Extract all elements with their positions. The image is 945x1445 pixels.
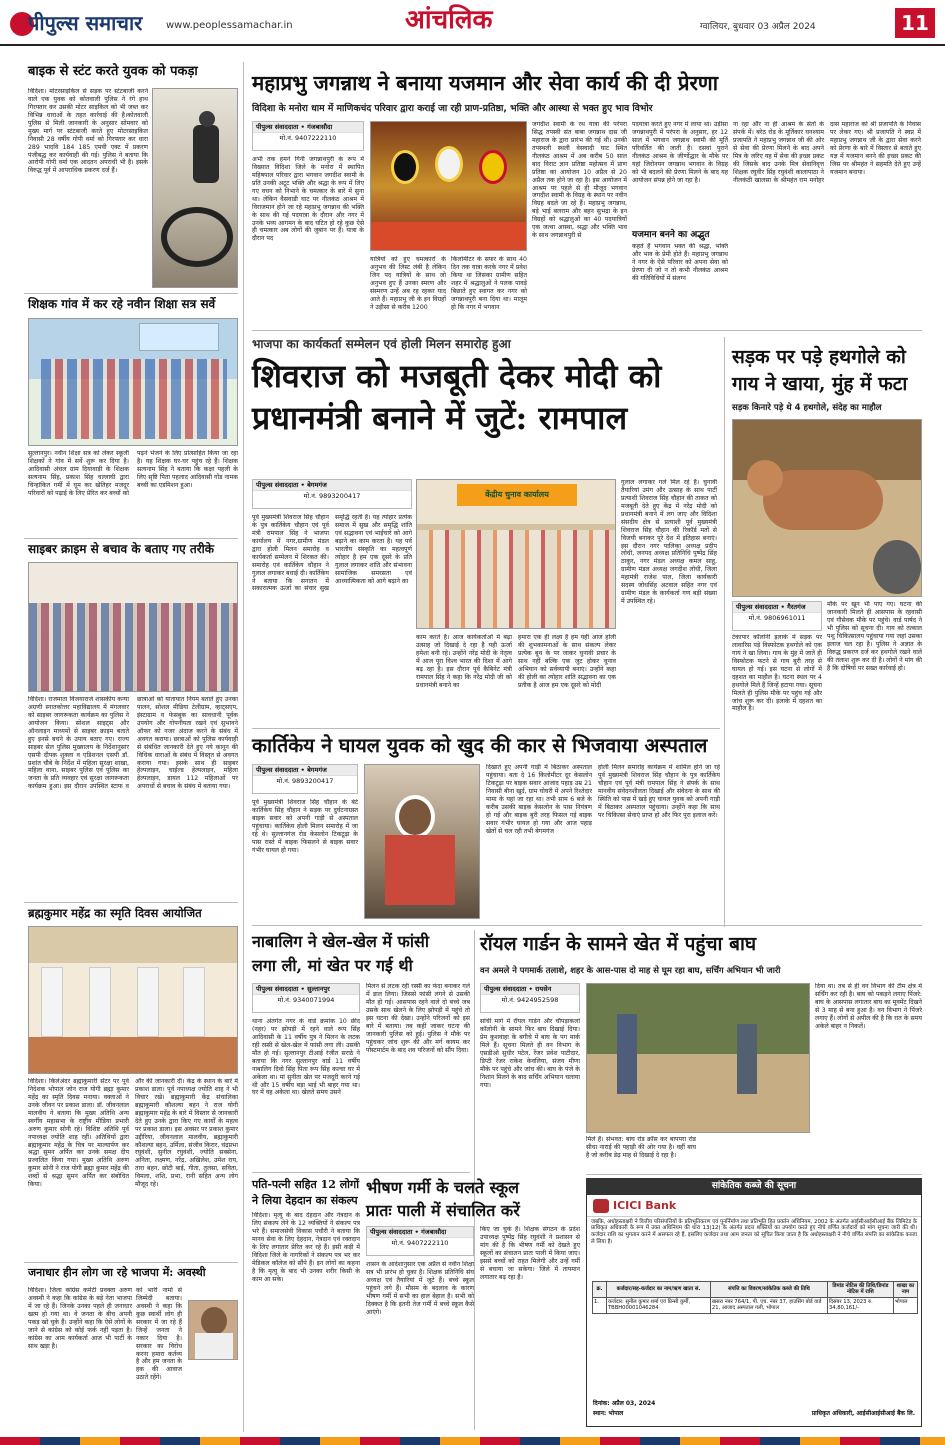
masthead-logo[interactable] (10, 10, 160, 38)
janadhar-body: विदिशा। जिला कांग्रेस कमेटी प्रवक्ता अरुण अवस्थी ने कहा कि कांग्रेस के बड़े नेता भाजपा में जा रहे हैं। जिनके उनका पहले ही जनाधार खत्म हो गया था। वे जनता के बीच अपनी पकड़ खो चुके हैं। उन्होंने कहा कि ऐसे लोगों के जाने से कांग्रेस को कोई फर्क नहीं पड़ता है। कांग्रेस का आम कार्यकर्ता आज भी पार्टी के साथ खड़ा है। (28, 1287, 132, 1350)
icici-logo-icon (593, 1199, 609, 1213)
tiger-divider (586, 1174, 922, 1175)
shivraj-divider (252, 728, 720, 729)
brahma-divider (24, 1262, 238, 1263)
kartikeya-col2: दिखाते हुए अपनी गाड़ी में बिठाकर अस्पताल पहुंचाया। बता दे 16 किलोमीटर दूर केसलोन टिकटूढ़ा पर बाइक सवार आजाद पहाड़ उम्र 21 निवासी बीना खुर्द, ग्राम घोघरी में अपने रिश्तेदार मामा के यहां जा रहा था। तभी साम 6 बजे के करीब उसकी बाइक केसलोन के पास नियंत्रण हो गई और बाइक बुरी तरह फिसल गई बाइक सवार गंभीर घायल हो गया और आज पहाड़ खेतों से चल रही तभी बेगमगंज (486, 764, 592, 835)
nabalig-headline-1: नाबालिग ने खेल-खेल में फांसी (252, 932, 429, 951)
jagannath-col3: किलोमीटर के सफर के साथ 40 दिन तक यात्रा करके नगर में प्रवेश किया था जिसका ग्रामीण सहित शहर में श्रद्धालुओं ने पलक पावड़े बिछाते हुए स्वागत कर नगर को जगन्नाथपुरी बना दिया था। मालूम हो कि नगर में भगवान (451, 256, 527, 311)
notice-date: दिनांक: अप्रैल 03, 2024 (593, 1400, 656, 1408)
kartikeya-headline: कार्तिकेय ने घायल युवक को खुद की कार से भिजवाया अस्पताल (252, 734, 708, 757)
kartikeya-col3: होली मिलन समारोह कार्यक्रम में शामिल होने जा रहे पूर्व मुख्यमंत्री शिवराज सिंह चौहान के पुत्र कार्तिकेय चौहान एवं पूर्व मंत्री रामपाल सिंह ने संपर्क के साथ मानवीय संवेदनशीलता दिखाई और संवेदना के साथ की स्थिति को पास में खड़े हुए घायल युवक को अपनी गाड़ी में बिठाकर अस्पताल पहुंचाया। उन्होंने कहा कि साथ पर चिकित्सा सेवाएं प्राप्त हो और फिर पूरा इलाज करें। (598, 764, 720, 819)
nabalig-phone: मो.नं. 9340071994 (277, 996, 335, 1005)
kartikeya-byline-box: पीपुल्स संवाददाता • बेगमगंज मो.नं. 9893200417 (252, 764, 358, 794)
dateline: ग्वालियर, बुधवार 03 अप्रैल 2024 (700, 22, 816, 32)
jagannath-place: गंजबासौदा (307, 123, 333, 131)
jagannath-col5a: पदयात्रा करते हुए नगर में लाया था। उड़ीसा जगन्नाथपुरी में परंपरा के अनुसार, हर 12 साल में भगवान जगन्नाथ स्वामी की मूर्ति परिवर्तित की जाती है। दसवां पुराने नीलकंठ आश्रम के जीर्णोद्धार के मौके पर यहां जिरोनयन जगन्नाथ भगवान के विग्रह को भी बदलने की प्रेरणा मिलने के बाद यह आयोजन संपन्न होने जा रहा है। (632, 121, 728, 184)
bike-photo (152, 88, 238, 288)
kartikeya-divider (252, 925, 922, 926)
shivraj-photo (416, 479, 616, 629)
cyber-body: विदिशा। राजमाता विजयाराजे शासकीय कन्या अग्रणी स्नातकोत्तर महाविद्यालय में मंगलवार को साइबर जागरूकता कार्यक्रम का पुलिस ने आयोजन किया। सोशल साइट्स और ऑनलाइन माध्यमों से साइबर क्राइम बताते हुए इनसे बचने के उपाय बताए गए। राज्य साइबर सेल पुलिस मुख्यालय के निर्देशानुसार एसपी दीपक शुक्ला व एडिशनल एसपी डॉ. प्रशांत चौबे के निर्देश में महिला सुरक्षा शाखा, महिला थाना, साइबर पुलिस एवं पुलिस का जनता के प्रति व्यवहार एवं सुरक्षा जागरूकता कार्यक्रम हुआ। इस दौरान उपस्थित स्टाफ व छात्राओं को यातायात नियम बताते हुए उनका पालन, सोशल मीडिया टेलीग्राम, व्हाट्सएप, इंस्टाग्राम व फेसबुक का सावधानी पूर्वक उपयोग और गोपनीयता रखने एवं सुभावने ऑफर को नजर अंदाज करने के संबंध में अवगत कराया। छात्राओं को पुलिस कार्यवाही से संबंधित जानकारी देते हुए नये कानून की विधिक धाराओं के संबंध में विस्तृत से अवगत कराया गया। इसके साथ ही साइबर हेल्पलाइन, चाईल्ड हेल्पलाइन, महिला हेल्पलाइन, डायल 112 महिलाओं पर अपराधों से बचाव के संबंध में बताया गया। (28, 696, 238, 791)
cyber-divider (24, 902, 238, 903)
tiger-byline-box: पीपुल्स संवाददाता • रायसेन मो.नं. 9424952598 (480, 983, 580, 1013)
gas-byline: पीपुल्स संवाददाता (370, 1228, 413, 1236)
notice-table-header: क्र. कर्जदार/सह-कर्जदार का नाम/ऋण खाता सं. संपत्ति का विवरण/सांकेतिक कब्जे की तिथि डिमांड नोटिस की तिथि/डिमांड नोटिस में राशि शाखा का नाम (593, 1281, 918, 1297)
janadhar-body-2: को भारी नामों से जिम्मेदी बताया। अवस्थी ने कहा कि कुछ स्वार्थी लोग ही सरकार में जा रहे हैं जिन्हें जनता ने नकार दिया है। सरकार का विरोध करना हमारा कर्तव्य है और हम जनता के हक की आवाज उठाते रहेंगे। (136, 1287, 182, 1382)
notice-text: जबकि, अधोहस्ताक्षरी ने वित्तीय परिसंपत्तियों के प्रतिभूतिकरण एवं पुनर्निर्माण तथा प्रतिभूति हित प्रवर्तन अधिनियम, 2002 के अंतर्गत आईसीआईसीआई बैंक लिमिटेड के प्राधिकृत अधिकारी के रूप में उक्त अधिनियम की धारा 13(12) के अंतर्गत प्रदत्त शक्तियों का उपयोग करते हुए नीचे वर्णित कर्जदारों को मांग सूचना जारी की थी। कर्जदार राशि का भुगतान करने में असफल रहे हैं, इसलिए कर्जदार तथा आम जनता को सूचित किया जाता है कि अधोहस्ताक्षरी ने नीचे वर्णित संपत्ति का सांकेतिक कब्जा ले लिया है। (591, 1218, 917, 1246)
brahma-body-2: और की जानकारी दी। केंद्र के स्थान के बारे में प्रकाश डाला। पूर्व नपाध्यक्ष ज्योति शाह ने भी विचार रखे। ब्रह्माकुमारी केंद्र संचालिका ब्रह्माकुमारी कौशल्या बहन ने राज योगी ब्रह्माकुमार महेंद्र के बारे में विस्तार से जानकारी देते हुए उनके द्वारा किए गए कार्यों के महत्व पर प्रकाश डाला। इस अवसर पर प्रकाश कुमार उद्दीरिया, जीवनलाल मालवीय, ब्रह्माकुमारी कौशल्या बहन, उर्मिला, संजीव किरार, चंद्रप्रभा रघुवंशी, सुनील रघुवंशी, ज्योति सक्सेना, अनिता, लक्ष्मण, नरेंद्र, अखिलेश, उमेश राय, तारा बहन, छोटी बाई, गीता, तुलसा, सविता, विमला, शशि, प्रभा, रानी सहित अन्य लोग मौजूद रहे। (135, 1078, 238, 1189)
tiger-subhead: वन अमले ने पगमार्क तलाशे, शहर के आस-पास दो माह से घूम रहा बाघ, सर्चिंग अभियान भी जारी (480, 965, 781, 975)
nabalig-divider (252, 1172, 470, 1173)
logo-text: पीपुल्स समाचार (28, 11, 143, 35)
shivraj-headline-2: प्रधानमंत्री बनाने में जुटें: रामपाल (252, 399, 628, 437)
jagannath-divider (252, 330, 922, 331)
footer-strip (0, 1437, 945, 1445)
notice-table (592, 1281, 918, 1315)
tiger-headline: रॉयल गार्डन के सामने खेत में पहुंचा बाघ (480, 933, 757, 955)
left-column-rule (243, 62, 244, 1432)
cow-subhead: सड़क किनारे पड़े थे 4 हथगोले, संदेह का माहौल (732, 403, 882, 413)
cow-col1: टेकापार कॉलोनी इलाके में सड़क पर लावारिस पड़े विस्फोटक हथगोले को एक गाय ने खा लिया। गाय के मुंह में जाते ही विस्फोटक फटने से गाय बुरी तरह से घायल हो गई। इस घटना से लोगों में दहशत का माहौल है। घटना स्थल पर 4 हथगोले मिले हैं जिन्हें हटाया गया। सूचना मिलते ही पुलिस मौके पर पहुंच गई और जांच शुरू कर दी। इलाके में दहशत का माहौल है। (732, 634, 822, 713)
shivraj-byline-box: पीपुल्स संवाददाता • बेगमगंज मो.नं. 9893200417 (252, 479, 412, 509)
cow-headline-2: गाय ने खाया, मुंह में फटा (732, 373, 908, 395)
icici-notice (586, 1178, 922, 1427)
jagannath-col1: अभी तक हमने गिनी जगन्नाथपुरी के रूप में विख्यात विदिशा जिले के मनोरा में स्थापित महिषपाल परिवार द्वारा भगवान जगदीश स्वामी के प्रति उनकी अटूट भक्ति और श्रद्धा के रूप में लिए गए वचन को निभाने के चमत्कार के बारे में सुना था। लेकिन वैसवाडी घाट पर नीलकंठ आश्रम में विराजमान होने जा रहे महाप्रभु जगन्नाथ की भक्ति के साथ की गई पदयात्रा के दौरान और नगर में उनके भव्य आगमन के बाद घटित हो रहे कुछ ऐसे ही चमत्कार अब लोगों की जुबान पर हैं। यात्रा के दौरान पद (252, 156, 364, 243)
jagannath-headline: महाप्रभु जगन्नाथ ने बनाया यजमान और सेवा कार्य की दी प्रेरणा (252, 71, 719, 95)
jagannath-phone: मो.नं. 9407222110 (279, 134, 337, 143)
school-photo (28, 318, 238, 446)
shivraj-kicker: भाजपा का कार्यकर्ता सम्मेलन एवं होली मिलन समारोह हुआ (252, 337, 511, 351)
gas-col1: शासन के आदेशानुसार एक अप्रैल से नवीन शिक्षा सत्र भी प्रारंभ हो चुका है। शिक्षक प्रतिनिधि संघ अध्यक्ष एवं तैयारियां में जुटे हैं। बच्चे स्कूल पहुंचने लगे हैं। मौसम के बदलाव के कारण भीषण गर्मी में सभी का हाल बेहाल है। सभी को दिक्कत है कि इतनी तेज गर्मी में बच्चे स्कूल कैसे आएंगे। (366, 1261, 474, 1316)
website[interactable]: www.peoplessamachar.in (166, 20, 293, 31)
jagannath-col4: जगदीश स्वामी के रथ यात्रा की परंपरा सिद्ध तपस्वी संत बाबा जगन्नाथ दास जी महाराज के द्वारा प्रारंभ की गई थी। उनकी तपस्थली स्थली वेसवादी घाट स्थित नीलकंठ आश्रम में अब करीब 50 साल बाद विराट ज्ञान प्रतिष्ठा महोत्सव में प्राण प्रतिष्ठा का आयोजन 10 अप्रैल से 20 अप्रैल तक होने जा रहा है। इस आयोजन में आश्रम पर पहले से ही मौजूद भगवान जगदीश स्वामी के विग्रह के स्थान पर नवीन विग्रह बदले जा रहे हैं। महाप्रभु जगन्नाथ, बड़े भाई बलराम और बहन सुभद्रा के इन विग्रहों को श्रद्धालुओं का 40 पदयात्रियों एक जत्था आस्था, श्रद्धा और भक्ति भाव के साथ जगन्नाथपुरी से (532, 121, 627, 240)
kartikeya-place: बेगमगंज (307, 766, 327, 774)
brahma-body: विदिशा। किलेअंदर ब्रह्माकुमारी सेंटर पर पूर्व निदेशक भोपाल जोन राज योगी ब्रह्मा कुमार महेंद्र का स्मृति दिवस मनाया। वक्ताओं ने उनके जीवन पर प्रकाश डाला। डॉ. जीवनलाल मालवीय ने बताया कि मुख्य अतिथि अन्य स्वर्गीय महासभा के राष्ट्रीय मीडिया प्रभारी अरुण कुमार सोनी रहे। विशिष्ट अतिथि पूर्व नपाध्यक्ष ज्योति शाह रहीं। अतिथियों द्वारा ब्रह्माकुमार महेंद्र के चित्र पर माल्यार्पण कर श्रद्धा सुमन अर्पित कर उनके समक्ष दीप प्रज्वलित किया गया। मुख्य अतिथि अरुण कुमार सोनी ने राज योगी ब्रह्मा कुमार महेंद्र की शब्दों से श्रद्धा सुमन अर्पित कर संबोधित किया। (28, 1078, 129, 1189)
jagannath-col6: ना रहा और ना ही आश्रम के संतों के संपर्क में। बरेठ रोड के मूर्तिकार घनश्याम प्रजापति ने महाप्रभु जगन्नाथ जी की ओर से सेवा की प्रेरणा मिलने के बाद अपने मित्र के जरिए यह में सेवा की इच्छा प्रकट की जिसके बाद उनके मित्र सेवानिवृत्त शिक्षक रघुवीर सिंह रघुवंशी कालापाठा ने नीलकंठी खालसा के श्रीमहंत राम मनोहर दास महाराज को श्री प्रजापति के निवास पर लेकर गए। श्री प्रजापति ने स्वप्न में महाप्रभु जगन्नाथ जी के द्वारा सेवा करने को प्रेरणा के बारे में विस्तार से बताते हुए यज्ञ में यजमान बनने की इच्छा प्रकट की जिस पर श्रीमहंत ने सहमति देते हुए उन्हें यजमान बनाया। (733, 121, 921, 184)
nabalig-col1: थाना अंतर्गत नगर के वार्ड क्रमांक 10 छींद (नहर) पर झोपड़ी में रहने वाले रूप सिंह आदिवासी के 11 वर्षीय पुत्र ने मिलन के लटक रही रस्सी से खेल-खेल में फांसी लगा ली। उसकी मौत हो गई। सुल्तानपुर टीआई रंजीत सराठे ने बताया कि नगर सुल्तानपुर वार्ड 11 वर्षीय नाबालिग दिवो सिंह पिता रूप सिंह कल्चा घर में अकेला था। मां सुनीता खेत पर मजदूरी करने गई थी और 15 वर्षीय बड़ा भाई भी बाहर गया था। घर में वह अकेला था। खेलते समय उसने (252, 1018, 360, 1097)
school-divider (24, 538, 238, 539)
shivraj-col1: पूर्व मुख्यमंत्री शिवराज सिंह चौहान के पुत्र कार्तिकेय चौहान एवं पूर्व मंत्री रामपाल सिंह ने भाजपा कार्यालय में नगर,ग्रामीण मंडल द्वारा होली मिलन समारोह व कार्यकर्ता सम्मेलन में शिरकत की। समारोह एवं कार्तिकेय चौहान ने गुलाल लगाकर बधाई दी। कार्तिकेय ने बताया कि सनातन में सकारात्मक ऊर्जा का संचार सुख समृद्धि रहती है। यह त्योहार प्रत्येक समाज में सुख और समृद्धि शांति एवं सद्भावना एवं भाईचारे को आगे बढ़ाने का काम करता है। यह पर्व भारतीय संस्कृति का महत्वपूर्ण त्योहार है हम एक दूसरे के प्रति गुलाल लगाकर शांति और संभावना सामाजिक समरसता एवं आध्यात्मिकता को आगे बढ़ाने का (252, 514, 412, 593)
notice-table-row: 1. कर्जदार: सुनील कुमार शर्मा एवं प्रिन्सी कुर्मी, TBBH00001046284 खसरा नंबर 764/1, पी. एच. नंबर 37, हाउसिंग बोर्ड वार्ड 21, आजाद अस्पताल गली, भोपाल दिसंबर 13, 2023 रु. 34,80,161/- भोपाल (593, 1297, 918, 1313)
janadhar-photo (188, 1300, 238, 1360)
school-body: सुल्तानपुर। नवीन शिक्षा सत्र को लेकर स्कूली शिक्षकों ने गांव में सर्वे शुरू कर दिया है। आदिवासी अंचल ग्राम दियावाड़ी के शिक्षक सत्यनाम सिंह, प्रकाश सिंह चल्लाघी द्वारा चिन्हांकित गर्मी में घूम कर खेतिहर मजदूर परिवारों को पढ़ाई के लिए प्रेरित कर बच्चों को पढ़ने भेजने के लिए प्रोत्साहित किया जा रहा है। यह शिक्षक घर-घर पहुंच रहे हैं। शिक्षक सत्यनाम सिंह ने बताया कि कक्षा पहली के लिए सृष्टि पिता पहलाद आदिवासी गोंड नामक बच्ची का एडमिशन हुआ। (28, 450, 238, 497)
shivraj-col4a: गुलाल लगाकर गले मिल रहे हैं। चुनावी तैयारियां उमंग और उत्साह के साथ पार्टी प्रत्याशी शिवराज सिंह चौहान की ताकत को मजबूती देते हुए केंद्र में नरेंद्र मोदी को प्रधानमंत्री बनाने में लग जाए और विदिशा संसदीय क्षेत्र से प्रत्याशी पूर्व मुख्यमंत्री शिवराज सिंह चौहान की रिकॉर्ड मतों से विजयी बनाकर पूरे देश में इतिहास बनाएं। इस दौरान नगर पालिका अध्यक्ष प्रदीप लोधी, जनपद अध्यक्ष प्रतिनिधि पुष्पेंद्र सिंह ठाकुर, नगर मंडल अध्यक्ष कमल साहू, ग्रामीण मंडल अध्यक्ष जगदीश लोधी, जिला महामंत्री राजेश पाल, जिला कार्यकारी सदस्य जोधसिंह अटवाल सहित नगर एवं ग्रामीण मंडल के कार्यकर्ता गण बड़ी संख्या में उपस्थित रहे। (621, 479, 717, 606)
center-right-rule (724, 337, 725, 927)
tiger-photo (586, 983, 810, 1133)
nabalig-place: सुल्तानपुर (307, 985, 330, 993)
tiger-byline: पीपुल्स संवाददाता (484, 985, 527, 993)
shivraj-banner: केंद्रीय चुनाव कार्यालय (457, 484, 577, 506)
kartikeya-col1: पूर्व मुख्यमंत्री शिवराज सिंह चौहान के बेटे कार्तिकेय सिंह चौहान ने सड़क पर दुर्घटनाग्रस्त बाइक सवार को अपनी गाड़ी से अस्पताल पहुंचाया। कार्तिकेय होली मिलन समारोह में जा रहे थे। सुल्तानगंज रोड केसलोन टिकटूढ़ा के पास रास्ते में बाइक फिसलने से बाइक सवार गंभीर घायल हो गया। (252, 799, 358, 854)
kartikeya-photo (364, 764, 480, 919)
gas-col2: किए जा चुके हैं। शिक्षक संगठन के प्रदेश उपाध्यक्ष पुष्पेंद्र सिंह रघुवंशी ने प्रशासन से मांग की है कि भीषण गर्मी को देखते हुए स्कूलों का संचालन प्रातः पाली में किया जाए। इससे बच्चों को राहत मिलेगी और उन्हें गर्मी से बचाया जा सकेगा। जिले में तापमान लगातार बढ़ रहा है। (480, 1226, 580, 1281)
jagannath-col5b: कहते हैं भगवान भक्त की श्रद्धा, भक्ति और भाव के प्रेमी होते हैं। महाप्रभु जगन्नाथ ने नगर के ऐसे परिवार को अपना सेवा को प्रेरणा दी जो न तो कभी नीलकंठ आश्रम की गतिविधियों में संलग्न (632, 243, 728, 282)
tiger-phone: मो.नं. 9424952598 (501, 996, 559, 1005)
jagannath-col2: यात्रियों को हुए चमत्कारों के अनुभव की लिस्ट लंबी है लेकिन जिन पद यात्रियों के साथ जो अनुभव हुए हैं उनका स्मरण और संस्मरण उन्हें अब रह रहकर याद आते हैं। महाप्रभु जी के इन विग्रहों ने उड़ीसा से करीब 1200 (370, 256, 446, 311)
tiger-col2: मिले हैं। संभवत: बाघ रोड क्रॉस कर बापपरा रोड सीधा नाराई की पहाड़ी की ओर गया है। वहीं बाघ है जो करीब डेढ़ माह से दिखाई दे रहा है। (586, 1136, 696, 1159)
cow-photo (732, 419, 922, 597)
school-headline: शिक्षक गांव में कर रहे नवीन शिक्षा सत्र सर्वे (28, 297, 216, 311)
tiger-col3: दिया था। तब से ही वन विभाग की टीम क्षेत्र में सर्चिंग कर रही है। बाघ को पकड़ने लगाए पिंजरे: बाघ के आसपास लगातार बाघ का मूवमेंट दिखने से 3 माह से बना हुआ है। वन विभाग ने पिंजरे लगाए हैं। लोगों से अपील की है कि रात के समय अकेले बाहर न निकलें। (815, 983, 922, 1030)
gas-headline-1: भीषण गर्मी के चलते स्कूल (366, 1178, 519, 1197)
nabalig-byline: पीपुल्स संवाददाता (256, 985, 299, 993)
shivraj-headline-1: शिवराज को मजबूती देकर मोदी को (252, 357, 662, 395)
cow-phone: मो.नं. 9806961011 (748, 614, 806, 623)
cow-col2: मौके पर खून भी पाए गए। घटना की जानकारी मिलते ही आसपास के रहवासी एवं गौसेवक मौके पर पहुंचे। वार्ड पार्षद ने भी पुलिस को सूचना दी। गाय को तत्काल पशु चिकित्सालय पहुंचाया गया जहां उसका इलाज चल रहा है। पुलिस ने अज्ञात के विरुद्ध प्रकरण दर्ज कर हथगोले रखने वाले की तलाश शुरू कर दी है। लोगों ने मांग की है कि दोषियों पर सख्त कार्रवाई हो। (827, 601, 922, 672)
bank-name: ICICI Bank (613, 1198, 677, 1212)
jagannath-photo (370, 121, 527, 251)
family-headline-1: पति-पत्नी सहित 12 लोगों (252, 1178, 360, 1191)
tiger-place: रायसेन (535, 985, 552, 993)
shivraj-col3: हमारा एक ही लक्ष्य है हम यही आज होली की शुभकामनाओं के साथ संकल्प लेकर प्रत्येक बूथ के पर जाकर चुनावी प्रचार के साथ नहीं बल्कि एक जुट होकर चुनाव अभियान को सर्वव्यापी बनाएं। उन्होंने कहा की होली का त्योहार शांति सद्भावना का एक प्रतीक है आज हम एक दूसरे को मोदी (518, 634, 616, 689)
jagannath-byline: पीपुल्स संवाददाता (256, 123, 299, 131)
gas-phone: मो.नं. 9407222110 (391, 1239, 449, 1248)
bike-headline: बाइक से स्टंट करते युवक को पकड़ा (28, 64, 198, 79)
family-body: विदिशा। मृत्यु के बाद देहदान और नेत्रदान के लिए संकल्प लेने के 12 व्यक्तियों ने संकल्प पत्र भरे हैं। समाजसेवी विकास पचौरी ने बताया कि मानव सेवा के लिए देहदान, नेत्रदान एवं रक्तदान के लिए लगातार प्रेरित कर रहे हैं। इसी कड़ी में विदिशा जिले के नागरिकों ने संकल्प पत्र भर कर मेडिकल कॉलेज को सौंपे हैं। इन लोगों का कहना है कि मृत्यु के बाद भी उनका शरीर किसी के काम आ सके। (252, 1212, 360, 1283)
bike-divider (24, 293, 238, 294)
shivraj-col2: काम करते हैं। आज कार्यकर्ताओं में बढ़ा उत्साह जो दिखाई दे रहा है यही ऊर्जा हमेशा बनी रहे। उन्होंने नरेंद्र मोदी के नेतृत्व में आज पूरा विश्व भारत की दिशा में आगे बढ़ रहा है। इस दौरान पूर्व कैबिनेट मंत्री रामपाल सिंह ने कहा कि नरेंद्र मोदी जी को प्रधानमंत्री बनाने का (416, 634, 512, 689)
page-number: 11 (895, 8, 935, 38)
shivraj-byline: पीपुल्स संवाददाता (256, 481, 299, 489)
jagannath-byline-box: पीपुल्स संवाददाता • गंजबासौदा मो.नं. 9407222110 (252, 121, 364, 151)
cow-place: गैरतगंज (787, 603, 806, 611)
section-title: आंचलिक (405, 5, 493, 35)
nabalig-col2: मिलन से लटक रही रस्सी का फंदा बनाकर गले में डाल लिया। जिससे फांसी लगने से उसकी मौत हो गई। आसपास रहने वाले दो बच्चे जब उसके साथ खेलने के लिए झोपड़ी में पहुंचे तो इस घटना की देखा। उन्होंने परिजनों को इस बारे में बताया। तब कहीं जाकर घटना की जानकारी पुलिस को हुई। पुलिस ने मौके पर पहुंचकर जांच शुरू की और मर्ग कायम कर पोस्टमार्टम के बाद शव परिजनों को सौंप दिया। (366, 983, 470, 1054)
cyber-headline: साइबर क्राइम से बचाव के बताए गए तरीके (28, 542, 214, 556)
cow-byline: पीपुल्स संवाददाता (736, 603, 779, 611)
masthead (0, 0, 945, 46)
tiger-col1: सांची मार्ग में रॉयल गार्डन और चौपड़ाकलां कॉलोनी के सामने फिर बाघ दिखाई दिया। प्रेम कुशवाहा के बगीचे में बाघ के पग मार्क मिले हैं। सूचना मिलते ही वन विभाग के एसडीओ सुधीर पटेल, रेंजर प्रवेश पाटीदार, डिप्टी रेंजर राकेश केवलिया, संजय मीणा मौके पर पहुंचे और जांच की। बाघ के पंजे के निशान मिलने के बाद सर्चिंग अभियान चलाया गया। (480, 1018, 580, 1089)
gas-place: गंजबासौदा (421, 1228, 447, 1236)
shivraj-place: बेगमगंज (307, 481, 327, 489)
notice-title: सांकेतिक कब्जे की सूचना (587, 1179, 921, 1195)
nabalig-headline-2: लगा ली, मां खेत पर गई थी (252, 956, 413, 975)
cow-byline-box: पीपुल्स संवाददाता • गैरतगंज मो.नं. 9806961011 (732, 601, 822, 631)
brahma-headline: ब्रह्मकुमार महेंद्र का स्मृति दिवस आयोजित (28, 906, 202, 920)
notice-signer: प्राधिकृत अधिकारी, आईसीआईसीआई बैंक लि. (811, 1410, 915, 1418)
kartikeya-phone: मो.नं. 9893200417 (276, 777, 334, 786)
gas-headline-2: प्रातः पाली में संचालित करें (366, 1201, 520, 1220)
brahma-photo (28, 926, 238, 1074)
nabalig-byline-box: पीपुल्स संवाददाता • सुल्तानपुर मो.नं. 9340071994 (252, 983, 360, 1013)
bike-body: विदिशा। मोटरसाइकिल से सड़क पर स्टंटबाजी करने वाले एक युवक को कोतवाली पुलिस ने रंगे हाथ गिरफ्तार कर उसकी मोटर साइकिल को भी जब्त कर विभिन्न धाराओं के तहत कार्रवाई की है।कोतवाली पुलिस से मिली जानकारी के अनुसार सोमवार को मुख्य मार्ग पर स्टंटबाजी करते हुए मोटरसाइकिल निवासी 28 वर्षीय गोपी वर्मा को गिरफ्तार कर धारा 289 भादवि 184 185 एमवी एक्ट में प्रकरण पंजीबद्ध कर कार्यवाही की गई। पुलिस ने बताया कि आरोपी गोपी वर्मा एक आदतन अपराधी भी है। इसके विरुद्ध पूर्व में आपराधिक प्रकरण दर्ज हैं। (28, 88, 148, 175)
notice-place: स्थान: भोपाल (593, 1410, 624, 1418)
kartikeya-byline: पीपुल्स संवाददाता (256, 766, 299, 774)
gas-byline-box: पीपुल्स संवाददाता • गंजबासौदा मो.नं. 9407222110 (366, 1226, 474, 1256)
jagannath-subtitle: यजमान बनने का अद्भुत (632, 230, 710, 240)
family-headline-2: ने लिया देहदान का संकल्प (252, 1194, 358, 1207)
shivraj-phone: मो.नं. 9893200417 (303, 492, 361, 501)
cow-headline-1: सड़क पर पड़े हथगोले को (732, 346, 906, 368)
jagannath-subhead: विदिशा के मनोरा धाम में माणिकचंद परिवार द्वारा कराई जा रही प्राण-प्रतिष्ठा, भक्ति और आस्था से भक्त हुए भाव विभोर (252, 103, 653, 114)
cyber-photo (28, 562, 238, 692)
janadhar-headline: जनाधार हीन लोग जा रहे भाजपा में: अवस्थी (28, 1266, 206, 1279)
